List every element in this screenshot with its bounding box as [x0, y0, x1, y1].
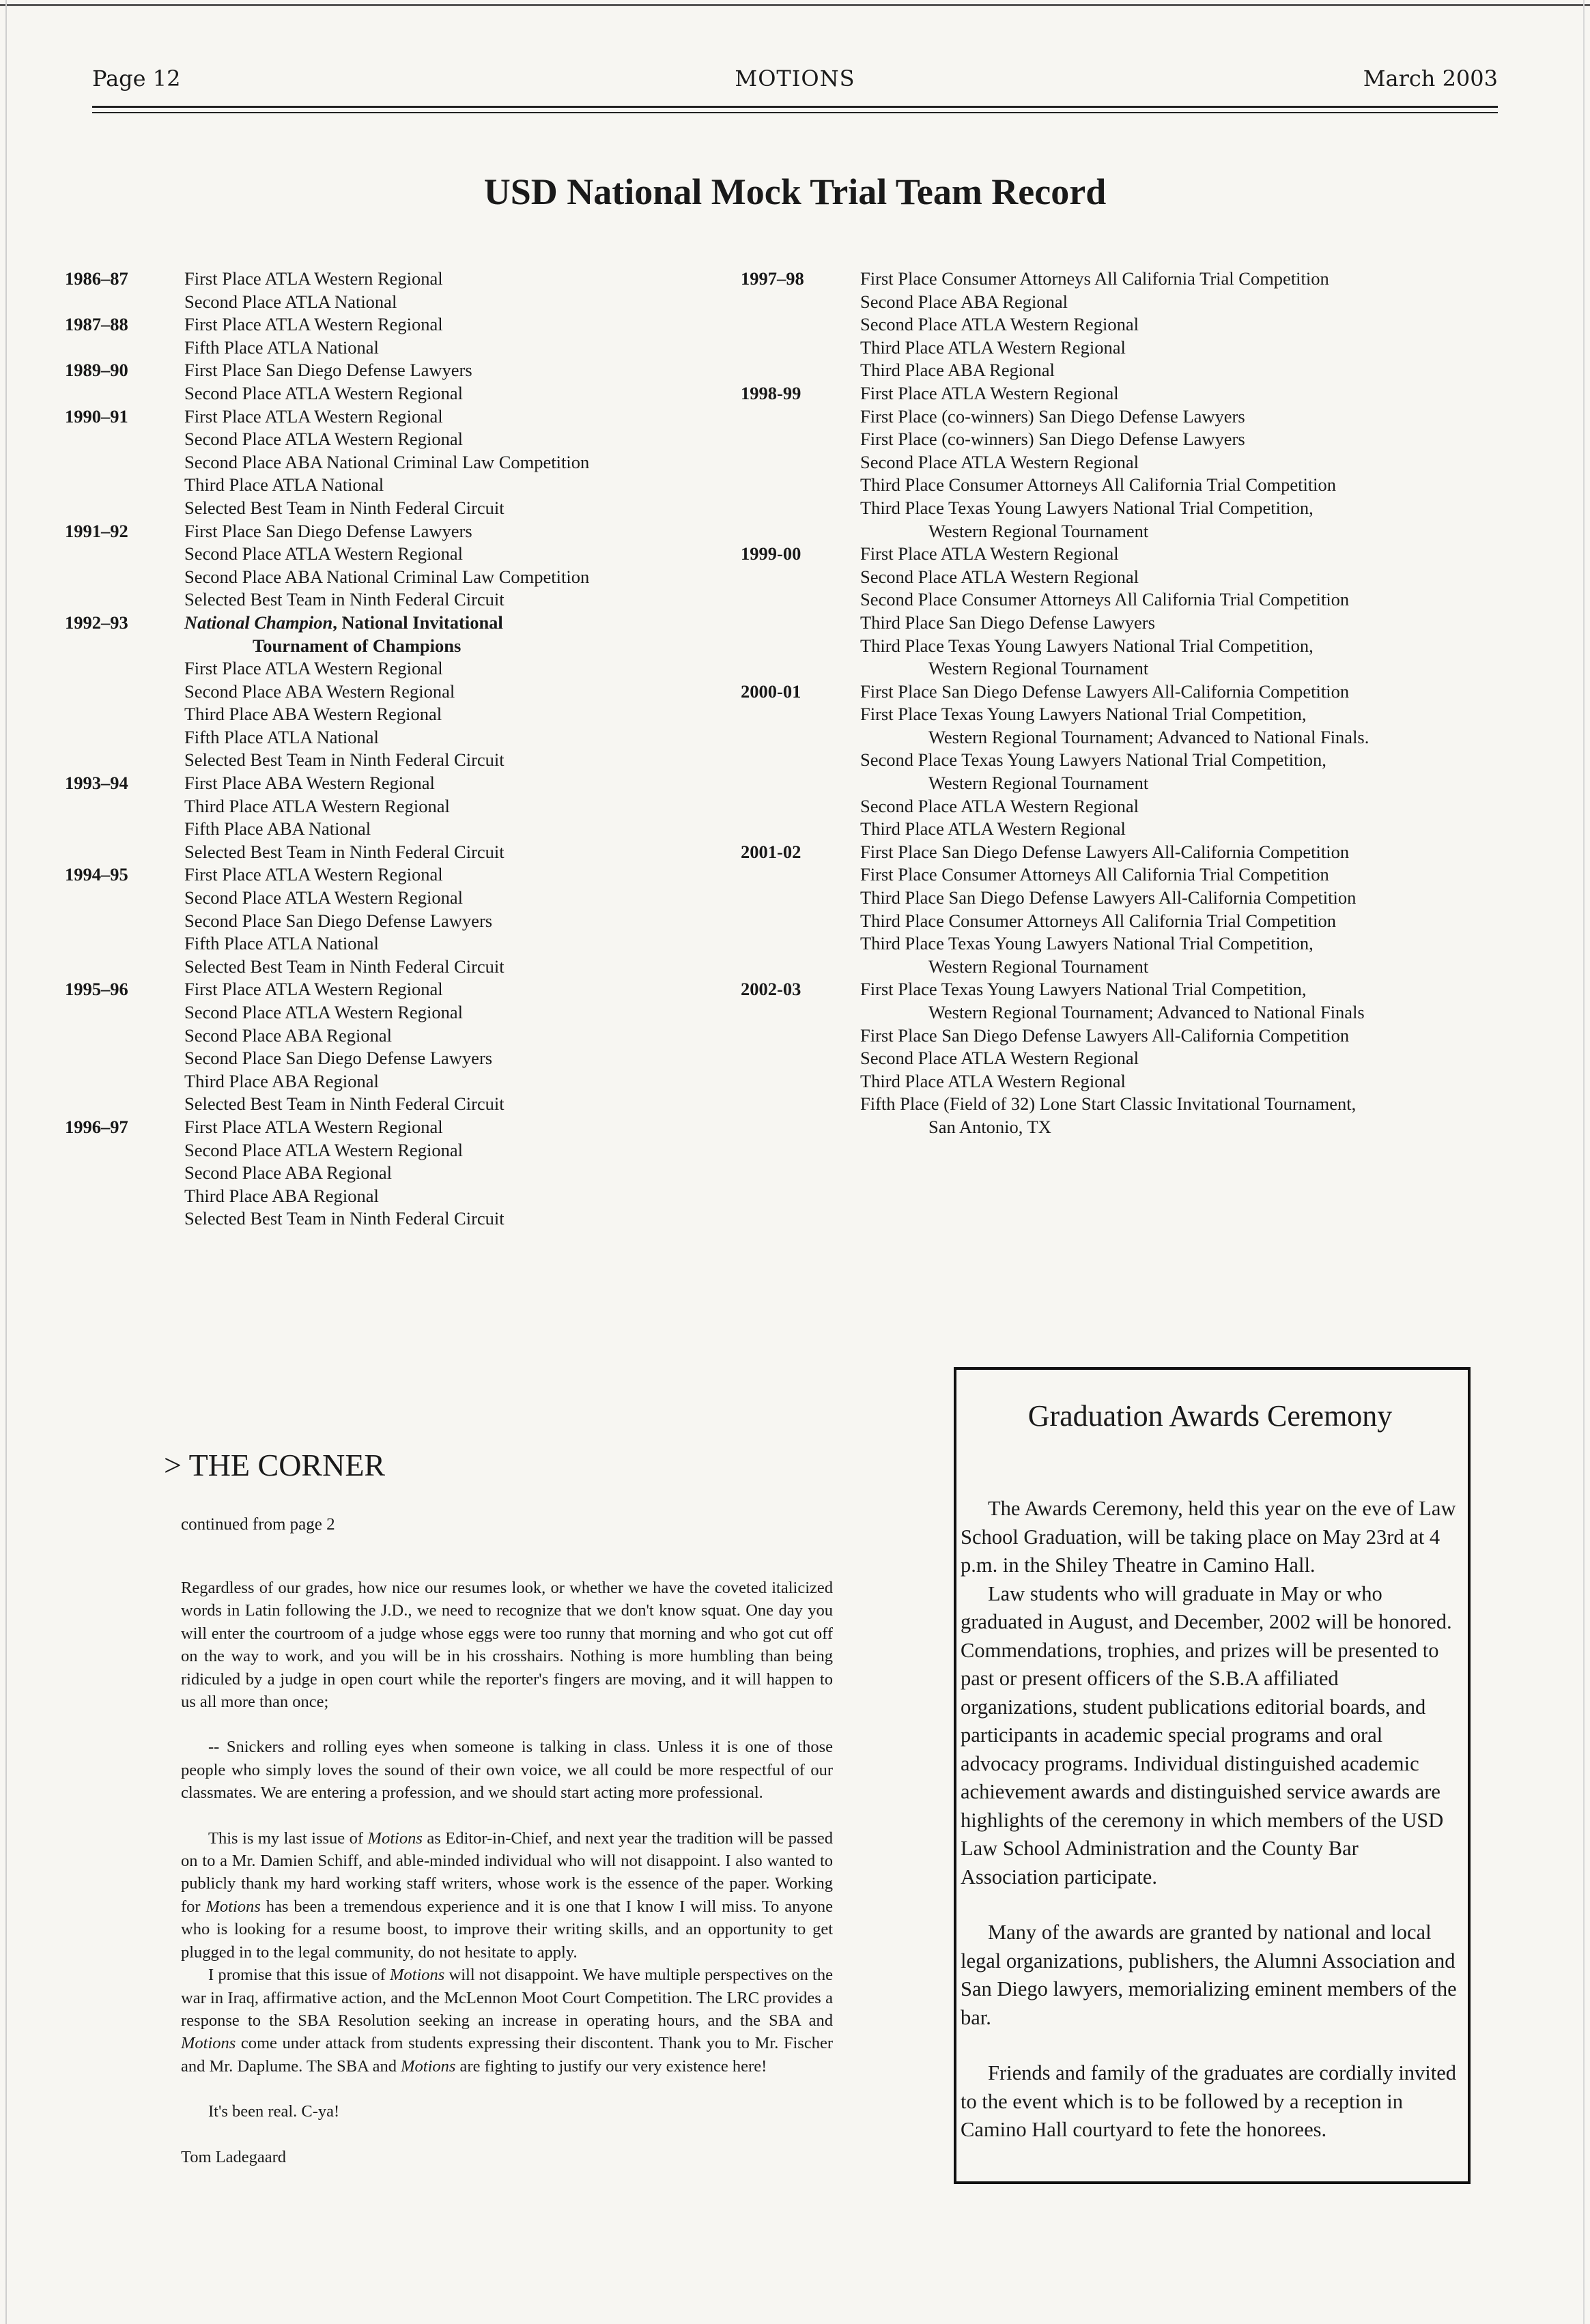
season-items — [860, 680, 1512, 841]
award-line: First Place San Diego Defense Lawyers All-California Competition — [860, 841, 1350, 862]
season-row — [65, 405, 748, 520]
corner-continued-note: continued from page 2 — [181, 1515, 335, 1534]
award-line: Third Place ATLA Western Regional — [184, 795, 450, 816]
corner-paragraph — [181, 1964, 833, 2078]
season-items — [184, 268, 748, 313]
corner-closing: It's been real. C-ya! — [208, 2102, 340, 2121]
award-line: Second Place ATLA Western Regional — [860, 451, 1139, 472]
award-line: First Place ATLA Western Regional — [184, 268, 443, 289]
award-line: Western Regional Tournament — [928, 956, 1149, 977]
awards-body — [961, 1495, 1460, 2144]
award-line: Second Place ABA Regional — [184, 1162, 392, 1183]
award-line: Fifth Place ABA National — [184, 818, 371, 840]
corner-author: Tom Ladegaard — [181, 2147, 287, 2166]
award-line: Third Place Texas Young Lawyers National Trial Competition, — [860, 635, 1314, 656]
award-line: First Place San Diego Defense Lawyers — [184, 520, 472, 541]
corner-paragraph: Regardless of our grades, how nice our resumes look, or whether we have the coveted italicized words in Latin following the J.D., we need to recognize that we don't know squat. One day you will enter the courtroom of a judge whose eggs were too runny that morning and who got cut off on the way to work, and you will be in his crosshairs. Nothing is more humbling than being ridiculed by a judge in open court while the reporter's fingers are moving, and it will happen to us all more than once; — [181, 1579, 833, 1712]
award-line: Selected Best Team in Ninth Federal Circuit — [184, 1208, 505, 1229]
award-line: First Place Consumer Attorneys All California Trial Competition — [860, 864, 1329, 885]
awards-paragraph: Many of the awards are granted by national and local legal organizations, publishers, the Alumni Association and San Diego lawyers, memorializing eminent members of the bar. — [961, 1921, 1457, 2029]
season-items — [860, 841, 1512, 979]
season-year: 1989–90 — [65, 360, 128, 381]
season-row — [741, 680, 1512, 841]
header-rule-thin — [92, 112, 1498, 113]
award-line: Third Place ATLA Western Regional — [860, 1070, 1126, 1091]
award-line: Third Place Texas Young Lawyers National Trial Competition, — [860, 497, 1314, 518]
text-run: This is my last issue of — [208, 1828, 368, 1848]
season-row — [65, 520, 748, 612]
motions-italic: Motions — [401, 2056, 456, 2076]
award-line: Third Place ATLA Western Regional — [860, 336, 1126, 358]
right-edge-line — [1583, 0, 1585, 2324]
award-line: Selected Best Team in Ninth Federal Circuit — [184, 1093, 505, 1115]
award-line: Selected Best Team in Ninth Federal Circuit — [184, 956, 505, 977]
season-items — [860, 382, 1512, 543]
season-row — [741, 978, 1512, 1138]
awards-paragraph: Friends and family of the graduates are cordially invited to the event which is to be followed by a reception in Camino Hall courtyard to fete the honorees. — [961, 2061, 1457, 2141]
award-line: First Place Texas Young Lawyers National Trial Competition, — [860, 979, 1307, 1000]
awards-paragraph: The Awards Ceremony, held this year on the eve of Law School Graduation, will be taking place on May 23rd at 4 p.m. in the Shiley Theatre in Camino Hall. — [961, 1497, 1456, 1577]
corner-article-body — [181, 1577, 833, 2191]
season-row — [65, 612, 748, 772]
season-items — [184, 405, 748, 520]
award-line: First Place ATLA Western Regional — [860, 543, 1119, 564]
season-items — [184, 772, 748, 863]
award-line: Tournament of Champions — [253, 635, 462, 656]
corner-paragraph — [181, 1827, 833, 1964]
left-edge-line — [5, 0, 7, 2324]
award-line: Second Place ABA National Criminal Law Competition — [184, 451, 590, 472]
season-row — [65, 313, 748, 359]
season-year: 2001-02 — [741, 841, 801, 862]
award-line: Second Place ATLA Western Regional — [860, 566, 1139, 587]
season-row — [741, 543, 1512, 680]
award-line: First Place ATLA Western Regional — [184, 658, 443, 679]
award-line: Third Place ATLA Western Regional — [860, 818, 1126, 840]
award-line: Fifth Place ATLA National — [184, 933, 379, 954]
award-line: Second Place ATLA Western Regional — [184, 887, 464, 908]
publication-name: MOTIONS — [735, 66, 855, 91]
award-line: Third Place ATLA National — [184, 474, 384, 496]
award-line: Third Place ABA Regional — [184, 1070, 379, 1091]
award-line: Second Place ATLA Western Regional — [860, 795, 1139, 816]
season-items — [860, 268, 1512, 382]
award-line: Third Place Consumer Attorneys All California Trial Competition — [860, 474, 1337, 496]
season-year: 1997–98 — [741, 268, 804, 289]
award-line: First Place San Diego Defense Lawyers All-California Competition — [860, 680, 1350, 702]
award-line: First Place (co-winners) San Diego Defense Lawyers — [860, 429, 1245, 450]
corner-title: > THE CORNER — [164, 1448, 386, 1482]
season-items — [184, 313, 748, 359]
award-line: Second Place ATLA Western Regional — [184, 543, 464, 564]
season-year: 2002-03 — [741, 979, 801, 1000]
text-run: I promise that this issue of — [208, 1966, 390, 1985]
season-items — [184, 612, 748, 772]
award-line: First Place ATLA Western Regional — [184, 1116, 443, 1137]
award-line: Second Place ABA National Criminal Law Competition — [184, 566, 590, 587]
award-line: First Place ATLA Western Regional — [184, 864, 443, 885]
season-items — [860, 978, 1512, 1138]
season-year: 1998-99 — [741, 382, 801, 403]
award-line: Second Place ATLA Western Regional — [184, 429, 464, 450]
text-run: has been a tremendous experience and it is one that I know I will miss. To anyone who is looking for a resume boost, to improve their writing skills, and an opportunity to get plugged in to the legal community, do not hesitate to apply. — [181, 1897, 833, 1962]
season-items — [184, 978, 748, 1116]
header-rule-thick — [92, 106, 1498, 108]
award-line: First Place ATLA Western Regional — [860, 382, 1119, 403]
award-line: Second Place San Diego Defense Lawyers — [184, 1048, 493, 1069]
season-items — [184, 863, 748, 978]
season-items — [184, 359, 748, 405]
motions-italic: Motions — [367, 1828, 423, 1848]
award-line: Fifth Place (Field of 32) Lone Start Classic Invitational Tournament, — [860, 1093, 1357, 1115]
award-line: Third Place ABA Regional — [860, 360, 1055, 381]
corner-paragraph: -- Snickers and rolling eyes when someone is talking in class. Unless it is one of those people who simply loves the sound of their own voice, we all could be more respectful of our classmates. We are entering a profession, and we should start acting more professional. — [181, 1738, 833, 1803]
text-run: as Editor-in-Chief, and next year the tradition will be passed on to a Mr. Damien Schiff, and able-minded individual who will not disappoint. I also wanted to publicly thank my hard working staff writers, whose work is the essence of the paper. Working for — [181, 1828, 833, 1916]
season-row — [741, 268, 1512, 382]
award-line: Second Place Consumer Attorneys All California Trial Competition — [860, 589, 1350, 610]
award-line: Second Place ABA Regional — [860, 291, 1068, 312]
award-line: First Place ATLA Western Regional — [184, 405, 443, 427]
award-line: First Place San Diego Defense Lawyers All-California Competition — [860, 1024, 1350, 1046]
running-header — [92, 66, 1498, 101]
award-line: Second Place ATLA Western Regional — [860, 314, 1139, 335]
award-line: First Place Texas Young Lawyers National Trial Competition, — [860, 704, 1307, 725]
award-line: First Place ATLA Western Regional — [184, 979, 443, 1000]
season-year: 1993–94 — [65, 773, 128, 794]
award-line: Fifth Place ATLA National — [184, 726, 379, 747]
page-number: Page 12 — [92, 66, 181, 91]
award-line: Third Place ABA Regional — [184, 1185, 379, 1206]
season-row — [65, 978, 748, 1116]
award-line: Second Place ATLA Western Regional — [184, 1002, 464, 1022]
issue-date: March 2003 — [1363, 66, 1498, 91]
season-row — [65, 863, 748, 978]
season-year: 1994–95 — [65, 864, 128, 885]
season-year: 1987–88 — [65, 314, 128, 335]
top-edge-line — [0, 4, 1590, 6]
season-year: 1990–91 — [65, 405, 128, 427]
award-line: Selected Best Team in Ninth Federal Circuit — [184, 749, 505, 771]
season-year: 1986–87 — [65, 268, 128, 289]
motions-italic: Motions — [181, 2034, 236, 2053]
award-line: Second Place Texas Young Lawyers National Trial Competition, — [860, 749, 1326, 771]
award-line: Selected Best Team in Ninth Federal Circuit — [184, 841, 505, 862]
award-line: Western Regional Tournament; Advanced to National Finals — [928, 1002, 1365, 1022]
season-year: 1996–97 — [65, 1116, 128, 1137]
season-row — [65, 1116, 748, 1231]
award-line: Western Regional Tournament — [928, 658, 1149, 679]
season-row — [65, 268, 748, 313]
award-line: San Antonio, TX — [928, 1116, 1051, 1137]
text-run: are fighting to justify our very existence here! — [455, 2056, 767, 2076]
record-left-column — [65, 268, 748, 1231]
motions-italic: Motions — [205, 1897, 261, 1916]
awards-paragraph: Law students who will graduate in May or who graduated in August, and December, 2002 will be honored. Commendations, trophies, and prizes will be presented to past or present officers of the S.B.A affiliated organizations, student publications editorial boards, and participants in academic special programs and oral advocacy programs. Individual distinguished academic achievement awards and distinguished service awards are highlights of the ceremony in which members of the USD Law School Administration and the County Bar Association participate. — [961, 1581, 1452, 1889]
season-items — [860, 543, 1512, 680]
award-line: First Place San Diego Defense Lawyers — [184, 360, 472, 381]
award-line: Second Place ATLA Western Regional — [184, 1139, 464, 1160]
award-line: First Place Consumer Attorneys All California Trial Competition — [860, 268, 1329, 289]
award-line: Second Place San Diego Defense Lawyers — [184, 910, 493, 931]
awards-ceremony-box — [954, 1367, 1471, 2184]
award-line: Selected Best Team in Ninth Federal Circuit — [184, 589, 505, 610]
award-line: Second Place ATLA Western Regional — [860, 1048, 1139, 1069]
season-year: 1991–92 — [65, 520, 128, 541]
award-line: Third Place ABA Western Regional — [184, 704, 442, 725]
award-line: Fifth Place ATLA National — [184, 336, 379, 358]
record-title: USD National Mock Trial Team Record — [483, 171, 1107, 212]
award-line: Second Place ABA Regional — [184, 1024, 392, 1046]
season-year: 1992–93 — [65, 612, 128, 633]
season-items — [184, 520, 748, 612]
text-run: will not disappoint. We have multiple perspectives on the war in Iraq, affirmative action, and the McLennon Moot Court Competition. The LRC provides a response to the SBA Resolution seeking an increase in operating hours, and the SBA and — [181, 1966, 833, 2030]
record-right-column — [741, 268, 1512, 1139]
award-line: Third Place Consumer Attorneys All California Trial Competition — [860, 910, 1337, 931]
season-year: 1995–96 — [65, 979, 128, 1000]
motions-italic: Motions — [390, 1966, 445, 1985]
award-line: Third Place San Diego Defense Lawyers — [860, 612, 1155, 633]
season-year: 1999-00 — [741, 543, 801, 564]
award-line: First Place (co-winners) San Diego Defense Lawyers — [860, 405, 1245, 427]
season-row — [741, 382, 1512, 543]
award-line: Western Regional Tournament — [928, 520, 1149, 541]
award-line: Western Regional Tournament — [928, 773, 1149, 794]
season-row — [65, 772, 748, 863]
award-line: Second Place ATLA Western Regional — [184, 382, 464, 403]
award-line: Western Regional Tournament; Advanced to National Finals. — [928, 726, 1369, 747]
award-line: First Place ATLA Western Regional — [184, 314, 443, 335]
awards-title: Graduation Awards Ceremony — [1027, 1399, 1393, 1433]
award-line: Third Place San Diego Defense Lawyers All-California Competition — [860, 887, 1357, 908]
award-line: Second Place ATLA National — [184, 291, 397, 312]
award-line: National Champion, National Invitational — [184, 612, 503, 633]
season-row — [741, 841, 1512, 979]
season-year: 2000-01 — [741, 680, 801, 702]
award-line: Selected Best Team in Ninth Federal Circuit — [184, 497, 505, 518]
season-row — [65, 359, 748, 405]
award-line: Second Place ABA Western Regional — [184, 680, 455, 702]
award-line: Third Place Texas Young Lawyers National Trial Competition, — [860, 933, 1314, 954]
season-items — [184, 1116, 748, 1231]
text-run: come under attack from students expressing their discontent. Thank you to Mr. Fischer and Mr. Daplume. The SBA and — [181, 2034, 833, 2076]
award-line: First Place ABA Western Regional — [184, 773, 435, 794]
